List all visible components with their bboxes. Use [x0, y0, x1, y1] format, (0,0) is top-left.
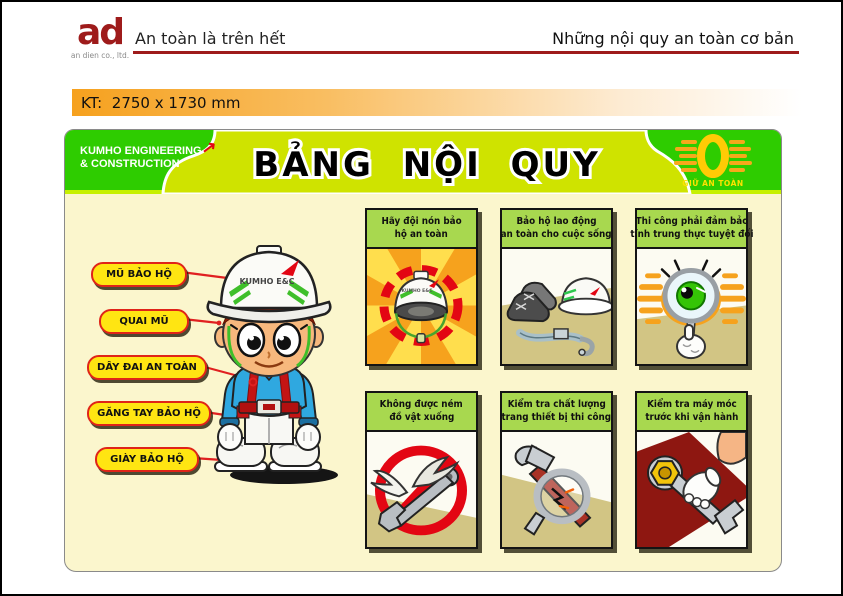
- ppe-equipment-icon: [502, 249, 611, 364]
- badge-rays-icon: [674, 140, 752, 172]
- panel-title: Bảo hộ lao động an toàn cho cuộc sống: [502, 210, 611, 249]
- company-line1: KUMHO ENGINEERING: [80, 145, 202, 157]
- logo-ad-mark: ad: [76, 12, 124, 53]
- label-helmet: [91, 262, 187, 287]
- panel-title: Thi công phải đảm bảo tính trung thực tuyệt đối: [637, 210, 746, 249]
- label-text: QUAI MŨ: [119, 316, 169, 327]
- board-title: BẢNG NỘI QUY: [253, 145, 601, 185]
- panel-title: Kiểm tra máy móc trước khi vận hành: [637, 393, 746, 432]
- header-rule: [133, 51, 799, 54]
- rule-panel-ppe: [500, 208, 613, 366]
- svg-text:KUMHO E&C: KUMHO E&C: [401, 288, 433, 294]
- no-throwing-icon: [367, 432, 476, 547]
- rule-panel-no-throwing: [365, 391, 478, 549]
- company-line2: & CONSTRUCTION: [80, 158, 180, 170]
- left-glove: [218, 424, 242, 450]
- safety-helmet: [208, 246, 331, 322]
- signboard: [64, 129, 782, 572]
- helmet-brand-text: KUMHO E&C: [239, 277, 295, 286]
- slogan-right: Những nội quy an toàn cơ bản: [552, 29, 794, 48]
- company-name: [80, 137, 218, 171]
- dimensions-text: KT: 2750 x 1730 mm: [81, 93, 241, 112]
- label-gloves: [87, 401, 211, 426]
- label-text: GIÀY BẢO HỘ: [110, 454, 184, 465]
- label-boots: [95, 447, 199, 472]
- safety-worker-character: [189, 234, 349, 492]
- signboard-header-band: [65, 130, 781, 194]
- rule-panel-inspect-tools: [500, 391, 613, 549]
- wrench-nut-icon: [637, 432, 746, 547]
- label-text: GĂNG TAY BẢO HỘ: [97, 408, 201, 419]
- rule-panel-honesty: [629, 208, 754, 366]
- badge-caption: GIỮ AN TOÀN: [682, 179, 744, 188]
- logo-caption: an dien co., ltd.: [70, 51, 130, 60]
- signboard-body: [65, 194, 781, 571]
- right-glove: [296, 424, 320, 450]
- safety-badge: [667, 132, 759, 190]
- dimensions-bar: [72, 89, 802, 116]
- company-logo: [68, 12, 132, 60]
- eye-magnifier-icon: [637, 249, 746, 364]
- slogan-left: An toàn là trên hết: [135, 29, 286, 48]
- label-text: DÂY ĐAI AN TOÀN: [97, 362, 197, 373]
- label-text: MŨ BẢO HỘ: [106, 269, 172, 280]
- safety-helmet-sunburst-icon: [367, 249, 476, 364]
- rule-panel-helmet: [365, 208, 478, 366]
- panel-title: Hãy đội nón bảo hộ an toàn: [367, 210, 476, 249]
- panel-title: Không được ném đồ vật xuống: [367, 393, 476, 432]
- kumho-arrow-icon: ↗: [200, 137, 218, 158]
- cracked-hammer-magnifier-icon: [502, 432, 611, 547]
- badge-o-icon: [701, 138, 725, 174]
- panel-title: Kiểm tra chất lượng trang thiết bị thi công: [502, 393, 611, 432]
- rule-panel-check-machinery: [635, 391, 748, 549]
- label-harness: [87, 355, 207, 380]
- label-strap: [99, 309, 189, 334]
